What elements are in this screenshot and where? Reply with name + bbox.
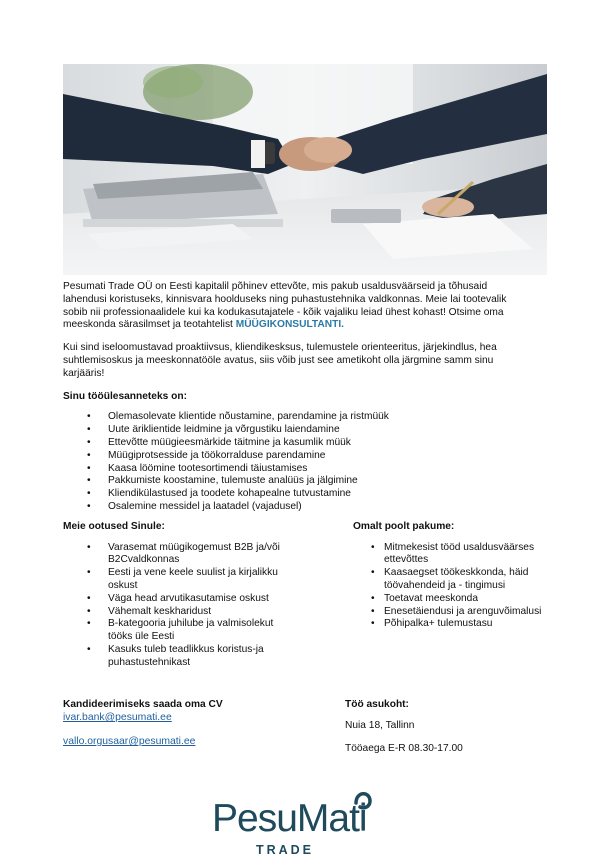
list-item: • Toetavat meeskonda (349, 593, 549, 606)
list-item: • Uute äriklientide leidmine ja võrgustiku laiendamine (63, 424, 533, 437)
list-item: • Pakkumiste koostamine, tulemuste analüüs ja jälgimine (63, 475, 533, 488)
tasks-list (63, 411, 533, 513)
logo-brand: PesuMati (212, 797, 367, 840)
location-section (345, 698, 545, 755)
list-item: • Kaasa löömine tootesortimendi täiustamises (63, 463, 533, 476)
list-item: • Eesti ja vene keele suulist ja kirjalikku oskust (63, 567, 293, 593)
pesumati-logo (210, 783, 380, 858)
expectations-section (63, 521, 293, 670)
working-hours: Tööaega E-R 08.30-17.00 (345, 743, 463, 754)
list-item: • B-kategooria juhilube ja valmisolekut tööks üle Eesti (63, 618, 293, 644)
main-content (63, 281, 542, 701)
contact-heading: Kandideerimiseks saada oma CV (63, 699, 223, 710)
list-item: • Kaasaegset töökeskkonda, häid töövahendeid ja - tingimusi (349, 567, 549, 593)
list-item: • Enesetäiendusi ja arenguvõimalusi (349, 606, 549, 619)
email-link-vallo[interactable]: vallo.orgusaar@pesumati.ee (63, 736, 196, 747)
location-heading: Töö asukoht: (345, 699, 409, 710)
list-item: • Müügiprotsesside ja töökorralduse parendamine (63, 450, 533, 463)
hero-image-handshake (63, 64, 547, 275)
intro-text: Pesumati Trade OÜ on Eesti kapitalil põhinev ettevõte, mis pakub usaldusväärseid ja tõhusaid lahendusi koristuseks, kinnisvara hoolduseks ning puhastustehnika valdkonnas. Meie lai tootevalik sobib nii professionaalidele kui ka kodukasutajatele - kõik vajaliku leiad ühest kohast! Otsime oma meeskonda särasilmset ja teotahtelist (63, 281, 507, 331)
two-columns (63, 520, 542, 701)
list-item: • Vähemalt keskharidust (63, 606, 293, 619)
offers-heading: Omalt poolt pakume: (353, 520, 455, 532)
expectations-heading: Meie ootused Sinule: (63, 520, 165, 532)
email-link-ivar[interactable]: ivar.bank@pesumati.ee (63, 712, 172, 723)
list-item: • Mitmekesist tööd usaldusväärses ettevõttes (349, 542, 549, 568)
location-address: Nuia 18, Tallinn (345, 720, 415, 731)
list-item: • Kliendikülastused ja toodete kohapealne tutvustamine (63, 488, 533, 501)
tasks-heading: Sinu tööülesanneteks on: (63, 390, 187, 402)
handshake-photo (63, 64, 547, 275)
list-item: • Varasemat müügikogemust B2B ja/või B2Cvaldkonnas (63, 542, 293, 568)
logo-sub: TRADE (255, 843, 315, 857)
offers-list (349, 542, 549, 632)
contact-section (63, 698, 323, 748)
expectations-list (63, 542, 293, 670)
intro-paragraph (63, 281, 533, 332)
list-item: • Põhipalka+ tulemustasu (349, 618, 549, 631)
list-item: • Väga head arvutikasutamise oskust (63, 593, 293, 606)
profile-paragraph: Kui sind iseloomustavad proaktiivsus, kliendikesksus, tulemustele orienteeritus, järjekindlus, hea suhtlemisoskus ja meeskonnatööle avatus, siis võib just see ametikoht olla järgmine samm sinu karjääris! (63, 342, 497, 379)
list-item: • Olemasolevate klientide nõustamine, parendamine ja ristmüük (63, 411, 533, 424)
list-item: • Kasuks tuleb teadlikkus koristus-ja puhastustehnikast (63, 644, 293, 670)
list-item: • Ettevõtte müügieesmärkide täitmine ja kasumlik müük (63, 437, 533, 450)
job-title-highlight: MÜÜGIKONSULTANTI. (235, 319, 344, 331)
offers-section (349, 521, 549, 631)
list-item: • Osalemine messidel ja laatadel (vajadusel) (63, 501, 533, 514)
